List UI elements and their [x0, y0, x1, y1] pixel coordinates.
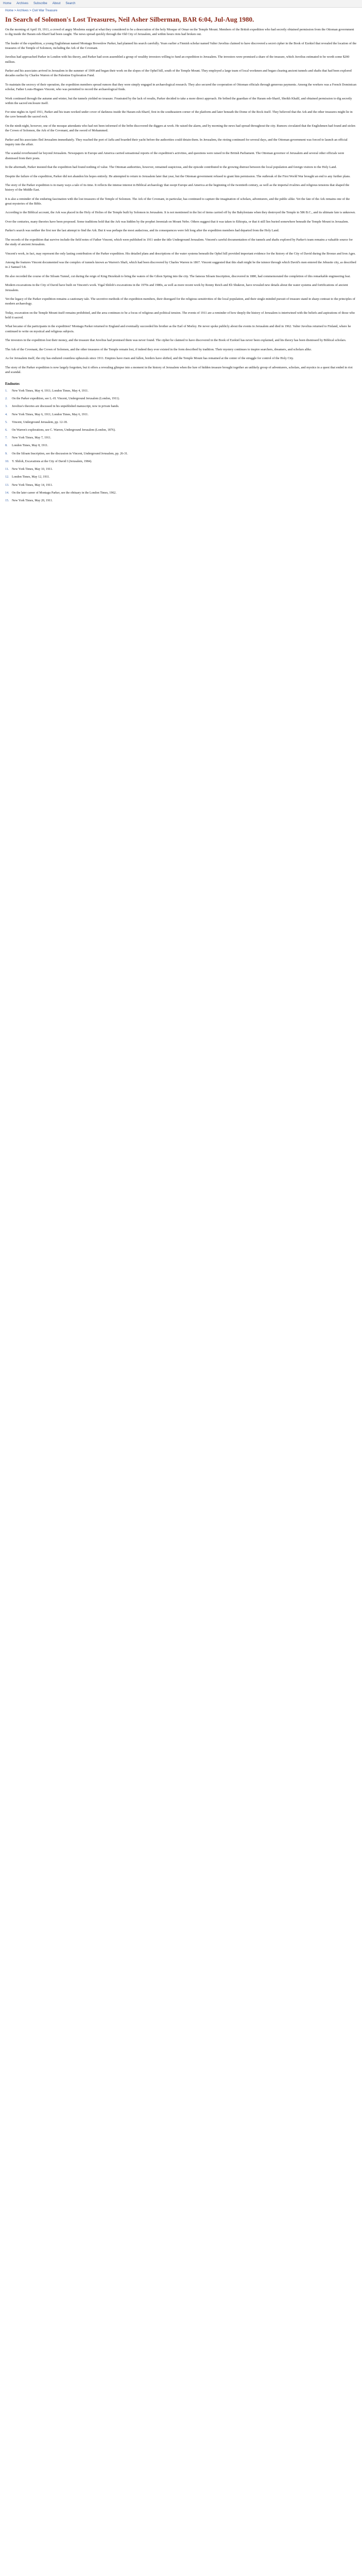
article-paragraph: Vincent's work, in fact, may represent the only lasting contribution of the Parker expedition. His detailed plans and descriptions of the water systems beneath the Ophel hill provided important evidence for the history of the City of David during the Bronze and Iron Ages. [5, 251, 356, 256]
endnote-item [5, 475, 357, 480]
endnote-text: On the later career of Montagu Parker, see the obituary in the London Times, 1962. [12, 491, 117, 495]
endnote-item [5, 499, 357, 503]
endnote-text: New York Times, May 7, 1911. [12, 436, 51, 440]
endnotes-heading: Endnotes [5, 382, 20, 386]
article-paragraph: Yet the legacy of the Parker expedition remains a cautionary tale. The secretive methods of the expedition members, their disregard for the religious sensitivities of the local population, and their single-minded pursuit of treasure stand in sharp contrast to the principles of modern archaeology. [5, 297, 355, 306]
article-paragraph: Juvelius had approached Parker in London with his theory, and Parker had soon assembled a group of wealthy investors willing to fund an expedition to Jerusalem. The investors were promised a share of the treasure, which Juvelius estimated to be worth some $200 million. [5, 55, 350, 64]
article-paragraph: It is also a reminder of the enduring fascination with the lost treasures of the Temple of Solomon. The Ark of the Covenant, in particular, has continued to capture the imagination of scholars, adventurers, and the public alike. Yet the fate of the Ark remains one of the great mysteries of the Bible. [5, 197, 350, 206]
endnote-text: On the Siloam Inscription, see the discussion in Vincent, Underground Jerusalem, pp. 26-31. [12, 452, 128, 455]
nav-search-link[interactable]: Search [65, 2, 76, 5]
endnote-text: New York Times, May 10, 1911. [12, 468, 53, 471]
endnote-number[interactable]: 15. [5, 499, 9, 502]
endnote-item [5, 436, 357, 440]
endnote-text: New York Times, May 14, 1911. [12, 483, 53, 487]
article-paragraph: Among the features Vincent documented was the complex of tunnels known as Warren's Shaft, which had been discovered by Charles Warren in 1867. Vincent suggested that this shaft might be the tsinnor through which David's men entered the Jebusite city, as described in 2 Samuel 5:8. [5, 261, 356, 269]
endnote-number[interactable]: 3. [5, 405, 8, 409]
endnote-text: On Warren's explorations, see C. Warren, Underground Jerusalem (London, 1876). [12, 429, 116, 432]
endnote-item [5, 452, 357, 456]
endnote-item [5, 483, 357, 488]
endnote-number[interactable]: 7. [5, 436, 8, 440]
endnote-item [5, 420, 357, 425]
article-paragraph: The story of the Parker expedition is in many ways a tale of its time. It reflects the intense interest in Biblical archaeology that swept Europe and America at the beginning of the twentieth century, as well as the imperial rivalries and religious tensions that shaped the history of the Middle East. [5, 183, 350, 192]
article-paragraph: For nine nights in April 1911, Parker and his team worked under cover of darkness inside the Haram esh-Sharif, first in the southeastern corner of the platform and later beneath the Dome of the Rock itself. They believed that the Ark and the other treasures might lie in the cave beneath the sacred rock. [5, 110, 353, 119]
endnote-item [5, 467, 357, 472]
article-paragraph: The leader of the expedition, a young Englishman named Montagu Brownlow Parker, had planned his search carefully. Years earlier a Finnish scholar named Valter Juvelius claimed to have discovered a secret cipher in the Book of Ezekiel that revealed the location of the treasures of the Temple of Solomon, including the Ark of the Covenant. [5, 41, 357, 50]
endnote-text: London Times, May 8, 1911. [12, 444, 48, 448]
article-paragraph: On the ninth night, however, one of the mosque attendants who had not been informed of the bribe discovered the diggers at work. He raised the alarm, and by morning the news had spread throughout the city. Rumors circulated that the Englishmen had found and stolen the Crown of Solomon, the Ark of the Covenant, and the sword of Mohammed. [5, 124, 355, 133]
endnote-text: New York Times, May 6, 1911; London Times, May 6, 1911. [12, 413, 89, 416]
endnote-item [5, 404, 357, 409]
article-paragraph: The Ark of the Covenant, the Crown of Solomon, and the other treasures of the Temple remain lost, if indeed they ever existed in the form described by tradition. Their mystery continues to inspire searchers, dreamers, and scholars alike. [5, 347, 312, 351]
endnote-item [5, 444, 357, 448]
endnote-item [5, 397, 357, 401]
top-navigation-bar [0, 0, 362, 8]
endnote-number[interactable]: 5. [5, 420, 8, 424]
nav-archives-link[interactable]: Archives [16, 2, 29, 5]
endnote-text: On the Parker expedition, see L.-H. Vincent, Underground Jerusalem (London, 1911). [12, 397, 120, 401]
endnote-text: Juvelius's theories are discussed in his unpublished manuscript, now in private hands. [12, 405, 119, 409]
article-paragraph: Work continued through the autumn and winter, but the tunnels yielded no treasure. Frustrated by the lack of results, Parker decided to take a more direct approach. He bribed the guardian of the Haram esh-Sharif, Sheikh Khalil, and obtained permission to dig secretly within the sacred enclosure itself. [5, 96, 352, 105]
nav-home-link[interactable]: Home [3, 2, 12, 5]
endnote-number[interactable]: 6. [5, 429, 8, 432]
endnote-item [5, 389, 357, 394]
article-paragraph: Modern excavations in the City of David have built on Vincent's work. Yigal Shiloh's excavations in the 1970s and 1980s, as well as more recent work by Ronny Reich and Eli Shukron, have revealed new details about the water systems and fortifications of ancient Jerusalem. [5, 283, 348, 292]
endnote-number[interactable]: 10. [5, 460, 9, 463]
article-paragraph: The investors in the expedition lost their money, and the treasure that Juvelius had promised them was never found. The cipher he claimed to have discovered in the Book of Ezekiel has never been explained, and his theory has been dismissed by Biblical scholars. [5, 338, 347, 343]
nav-subscribe-link[interactable]: Subscribe [33, 2, 47, 5]
article-paragraph: Parker's search was neither the first nor the last attempt to find the Ark. But it was perhaps the most audacious, and its consequences were felt long after the expedition members had departed from the Holy Land. [5, 229, 280, 233]
article-body [5, 27, 357, 375]
endnote-number[interactable]: 8. [5, 444, 8, 448]
article-paragraph: Today, excavation on the Temple Mount itself remains prohibited, and the area continues to be a focus of religious and political tension. The events of 1911 are a reminder of how deeply the history of Jerusalem is intertwined with the beliefs and aspirations of those who hold it sacred. [5, 311, 355, 319]
endnote-item [5, 428, 357, 433]
endnote-text: Y. Shiloh, Excavations at the City of David I (Jerusalem, 1984). [12, 460, 92, 463]
endnote-item [5, 413, 357, 417]
endnote-text: Vincent, Underground Jerusalem, pp. 12-18. [12, 420, 68, 424]
article-paragraph: To maintain the secrecy of their operation, the expedition members spread rumors that they were simply engaged in archaeological research. They also secured the cooperation of Ottoman officials through generous payments. Among the workers was a French Dominican scholar, Father Louis-Hugues Vincent, who was permitted to record the archaeological finds. [5, 82, 356, 92]
endnote-number[interactable]: 9. [5, 452, 8, 455]
article-paragraph: On the morning of April 19, 1911, a crowd of angry Moslems surged at what they considered to be a desecration of the holy Mosque of Omar on the Temple Mount. Members of the British expedition who had secretly obtained permission from the Ottoman government to dig inside the Haram esh-Sharif had been caught. The news spread quickly through the Old City of Jerusalem, and within hours riots had broken out. [5, 28, 354, 37]
endnote-number[interactable]: 2. [5, 397, 8, 401]
article-paragraph: The records of the expedition that survive include the field notes of Father Vincent, which were published in 1911 under the title Underground Jerusalem. Vincent's careful documentation of the tunnels and shafts explored by Parker's team remains a valuable source for the study of ancient Jerusalem. [5, 238, 353, 247]
breadcrumb[interactable]: Home > Archives > Civil War Treasure [5, 9, 58, 12]
article-paragraph: According to the Biblical account, the Ark was placed in the Holy of Holies of the Temple built by Solomon in Jerusalem. It is not mentioned in the list of items carried off by the Babylonians when they destroyed the Temple in 586 B.C., and its ultimate fate is unknown. [5, 211, 356, 215]
article [5, 15, 357, 506]
article-title: In Search of Solomon's Lost Treasures, Neil Asher Silberman, BAR 6:04, Jul-Aug 1980. [5, 15, 254, 23]
article-paragraph: Despite the failure of the expedition, Parker did not abandon his hopes entirely. He attempted to return to Jerusalem later that year, but the Ottoman government refused to grant him permission. The outbreak of the First World War brought an end to any further plans. [5, 174, 351, 178]
endnote-text: London Times, May 12, 1911. [12, 476, 50, 479]
article-paragraph: What became of the participants in the expedition? Montagu Parker returned to England and eventually succeeded his brother as the Earl of Morley. He never spoke publicly about the events in Jerusalem and died in 1962. Valter Juvelius returned to Finland, where he continued to write on mystical and religious subjects. [5, 325, 351, 333]
article-paragraph: In the aftermath, Parker insisted that the expedition had found nothing of value. The Ottoman authorities, however, remained suspicious, and the episode contributed to the growing distrust between the local population and foreign visitors to the Holy Land. [5, 165, 337, 170]
endnote-number[interactable]: 13. [5, 483, 9, 487]
article-paragraph: The scandal reverberated far beyond Jerusalem. Newspapers in Europe and America carried sensational reports of the expedition's activities, and questions were raised in the British Parliament. The Ottoman governor of Jerusalem and several other officials were dismissed from their posts. [5, 151, 344, 160]
endnote-item [5, 491, 357, 496]
endnote-number[interactable]: 14. [5, 491, 9, 495]
endnote-number[interactable]: 1. [5, 389, 8, 393]
endnote-item [5, 460, 357, 464]
endnote-number[interactable]: 4. [5, 413, 8, 416]
endnotes-list [5, 389, 357, 503]
endnote-number[interactable]: 11. [5, 468, 9, 471]
article-paragraph: Parker and his associates fled Jerusalem immediately. They reached the port of Jaffa and boarded their yacht before the authorities could detain them. In Jerusalem, the rioting continued for several days, and the Ottoman government was forced to launch an official inquiry into the affair. [5, 138, 348, 146]
article-paragraph: The story of the Parker expedition is now largely forgotten, but it offers a revealing glimpse into a moment in the history of Jerusalem when the lure of hidden treasure brought together an unlikely group of adventurers, scholars, and mystics in a quest that ended in riot and scandal. [5, 365, 353, 374]
article-paragraph: Over the centuries, many theories have been proposed. Some traditions hold that the Ark was hidden by the prophet Jeremiah on Mount Nebo. Others suggest that it was taken to Ethiopia, or that it still lies buried somewhere beneath the Temple Mount in Jerusalem. [5, 219, 349, 224]
endnote-number[interactable]: 12. [5, 476, 9, 479]
article-paragraph: As for Jerusalem itself, the city has endured countless upheavals since 1911. Empires have risen and fallen, borders have shifted, and the Temple Mount has remained at the center of the struggle for control of the Holy City. [5, 357, 294, 361]
endnote-text: New York Times, May 4, 1911; London Times, May 4, 1911. [12, 389, 89, 393]
article-paragraph: He also recorded the course of the Siloam Tunnel, cut during the reign of King Hezekiah to bring the waters of the Gihon Spring into the city. The famous Siloam Inscription, discovered in 1880, had commemorated the completion of this remarkable engineering feat. [5, 274, 351, 278]
nav-about-link[interactable]: About [52, 2, 61, 5]
endnote-text: New York Times, May 20, 1911. [12, 499, 53, 502]
article-paragraph: Parker and his associates arrived in Jerusalem in the summer of 1909 and began their work on the slopes of the Ophel hill, south of the Temple Mount. They employed a large team of local workmen and began clearing ancient tunnels and shafts that had been explored decades earlier by Charles Warren of the Palestine Exploration Fund. [5, 69, 352, 78]
